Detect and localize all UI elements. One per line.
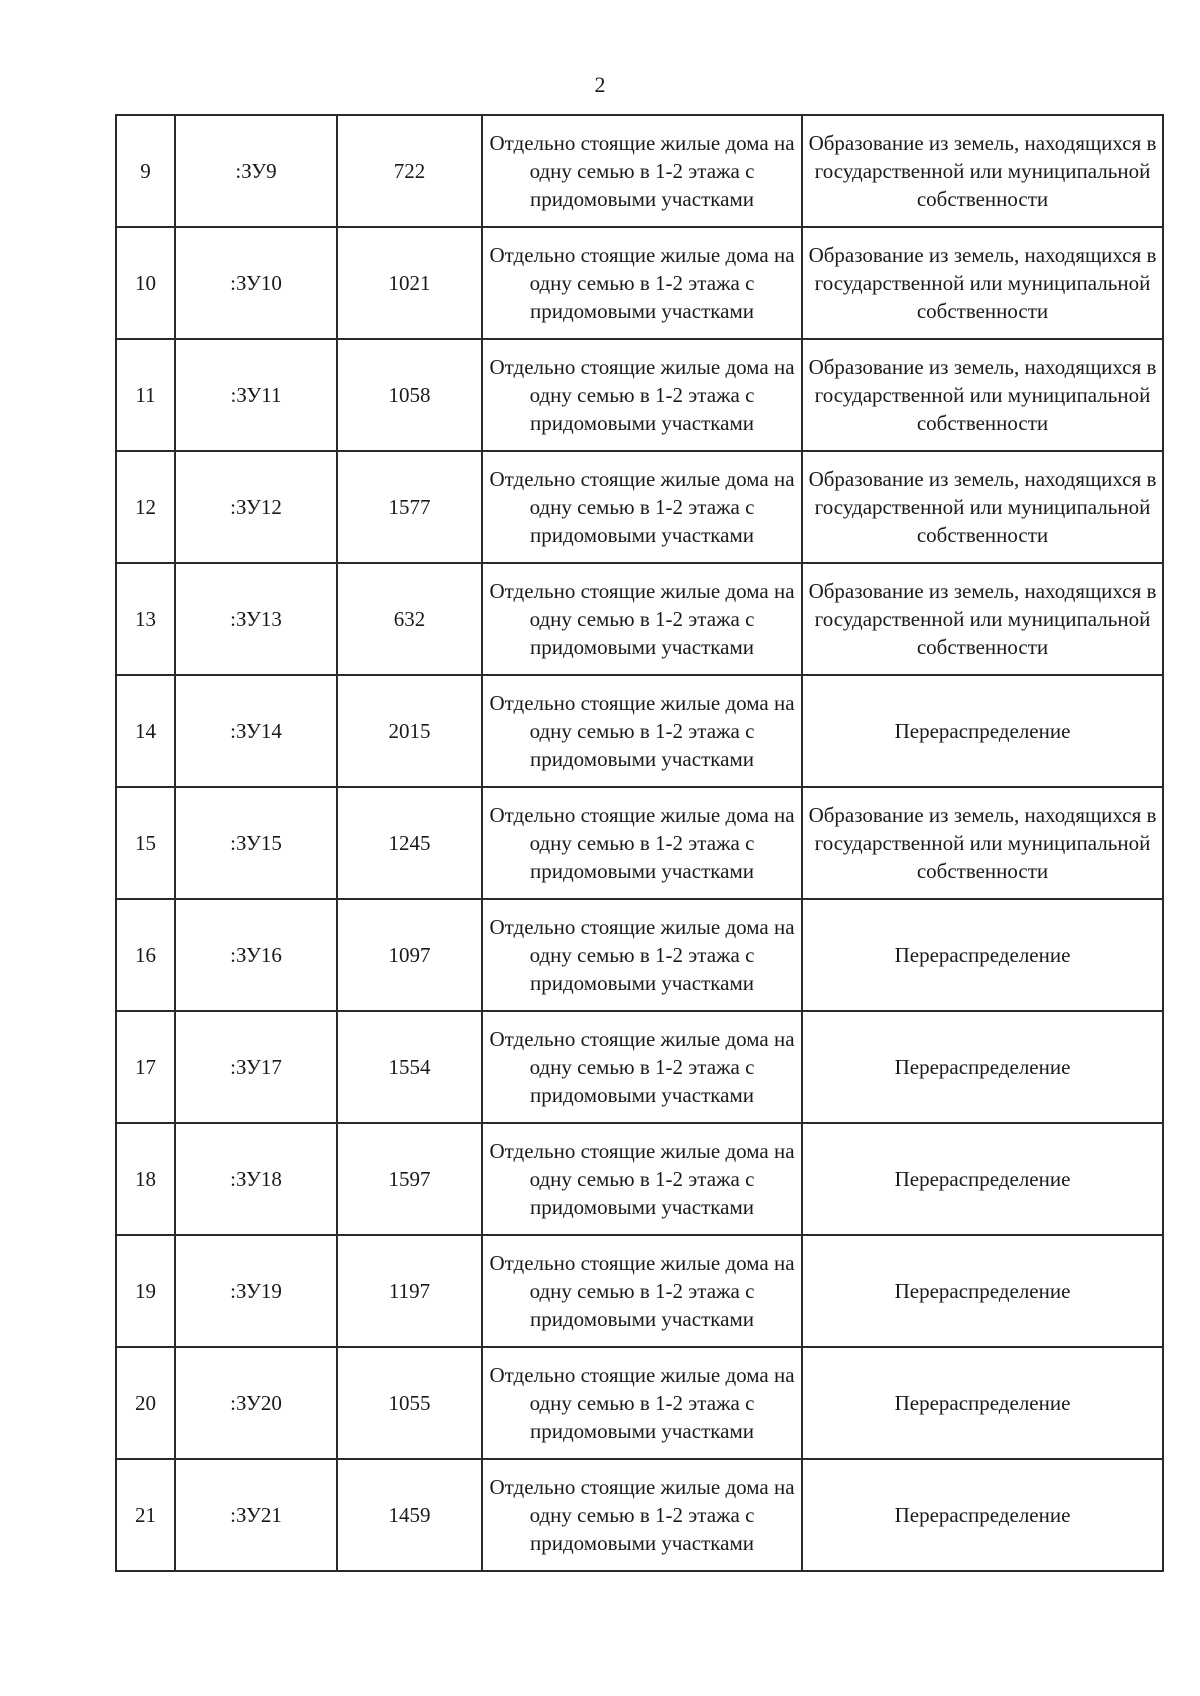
parcel-code-cell: :ЗУ11 [175,339,337,451]
permitted-use-cell: Отдельно стоящие жилые дома на одну семью в 1-2 этажа с придомовыми участками [482,1459,802,1571]
formation-method-cell: Перераспределение [802,899,1163,1011]
parcel-code-cell: :ЗУ12 [175,451,337,563]
formation-method-cell: Перераспределение [802,675,1163,787]
area-cell: 1597 [337,1123,482,1235]
formation-method-cell: Образование из земель, находящихся в государственной или муниципальной собственности [802,787,1163,899]
table-row [116,1123,1163,1235]
area-cell: 632 [337,563,482,675]
table-row [116,1347,1163,1459]
permitted-use-cell: Отдельно стоящие жилые дома на одну семью в 1-2 этажа с придомовыми участками [482,227,802,339]
row-number-cell: 20 [116,1347,175,1459]
permitted-use-cell: Отдельно стоящие жилые дома на одну семью в 1-2 этажа с придомовыми участками [482,899,802,1011]
table-row [116,1011,1163,1123]
row-number-cell: 17 [116,1011,175,1123]
area-cell: 1197 [337,1235,482,1347]
row-number-cell: 19 [116,1235,175,1347]
area-cell: 722 [337,115,482,227]
area-cell: 1245 [337,787,482,899]
formation-method-cell: Образование из земель, находящихся в государственной или муниципальной собственности [802,115,1163,227]
row-number-cell: 14 [116,675,175,787]
table-row [116,787,1163,899]
permitted-use-cell: Отдельно стоящие жилые дома на одну семью в 1-2 этажа с придомовыми участками [482,1347,802,1459]
parcel-code-cell: :ЗУ9 [175,115,337,227]
formation-method-cell: Перераспределение [802,1123,1163,1235]
formation-method-cell: Образование из земель, находящихся в государственной или муниципальной собственности [802,451,1163,563]
permitted-use-cell: Отдельно стоящие жилые дома на одну семью в 1-2 этажа с придомовыми участками [482,563,802,675]
formation-method-cell: Перераспределение [802,1459,1163,1571]
formation-method-cell: Образование из земель, находящихся в государственной или муниципальной собственности [802,339,1163,451]
row-number-cell: 21 [116,1459,175,1571]
parcel-code-cell: :ЗУ13 [175,563,337,675]
parcel-code-cell: :ЗУ17 [175,1011,337,1123]
permitted-use-cell: Отдельно стоящие жилые дома на одну семью в 1-2 этажа с придомовыми участками [482,1123,802,1235]
parcel-code-cell: :ЗУ20 [175,1347,337,1459]
formation-method-cell: Образование из земель, находящихся в государственной или муниципальной собственности [802,227,1163,339]
parcel-code-cell: :ЗУ14 [175,675,337,787]
permitted-use-cell: Отдельно стоящие жилые дома на одну семью в 1-2 этажа с придомовыми участками [482,115,802,227]
table-row [116,115,1163,227]
parcel-code-cell: :ЗУ10 [175,227,337,339]
row-number-cell: 18 [116,1123,175,1235]
formation-method-cell: Перераспределение [802,1347,1163,1459]
parcel-code-cell: :ЗУ16 [175,899,337,1011]
table-row [116,451,1163,563]
row-number-cell: 12 [116,451,175,563]
area-cell: 1554 [337,1011,482,1123]
parcel-code-cell: :ЗУ15 [175,787,337,899]
table-row [116,899,1163,1011]
area-cell: 1021 [337,227,482,339]
area-cell: 1058 [337,339,482,451]
row-number-cell: 9 [116,115,175,227]
row-number-cell: 16 [116,899,175,1011]
formation-method-cell: Перераспределение [802,1235,1163,1347]
formation-method-cell: Образование из земель, находящихся в государственной или муниципальной собственности [802,563,1163,675]
table-row [116,563,1163,675]
permitted-use-cell: Отдельно стоящие жилые дома на одну семью в 1-2 этажа с придомовыми участками [482,675,802,787]
parcel-code-cell: :ЗУ19 [175,1235,337,1347]
row-number-cell: 11 [116,339,175,451]
formation-method-cell: Перераспределение [802,1011,1163,1123]
row-number-cell: 13 [116,563,175,675]
area-cell: 1097 [337,899,482,1011]
table-row [116,675,1163,787]
permitted-use-cell: Отдельно стоящие жилые дома на одну семью в 1-2 этажа с придомовыми участками [482,451,802,563]
land-parcels-table [115,114,1164,1572]
parcel-code-cell: :ЗУ18 [175,1123,337,1235]
permitted-use-cell: Отдельно стоящие жилые дома на одну семью в 1-2 этажа с придомовыми участками [482,339,802,451]
area-cell: 1577 [337,451,482,563]
parcel-code-cell: :ЗУ21 [175,1459,337,1571]
area-cell: 1055 [337,1347,482,1459]
table-row [116,227,1163,339]
row-number-cell: 10 [116,227,175,339]
table-row [116,1459,1163,1571]
area-cell: 1459 [337,1459,482,1571]
table-row [116,339,1163,451]
table-row [116,1235,1163,1347]
permitted-use-cell: Отдельно стоящие жилые дома на одну семью в 1-2 этажа с придомовыми участками [482,1011,802,1123]
row-number-cell: 15 [116,787,175,899]
permitted-use-cell: Отдельно стоящие жилые дома на одну семью в 1-2 этажа с придомовыми участками [482,787,802,899]
permitted-use-cell: Отдельно стоящие жилые дома на одну семью в 1-2 этажа с придомовыми участками [482,1235,802,1347]
area-cell: 2015 [337,675,482,787]
page-number: 2 [594,72,606,97]
